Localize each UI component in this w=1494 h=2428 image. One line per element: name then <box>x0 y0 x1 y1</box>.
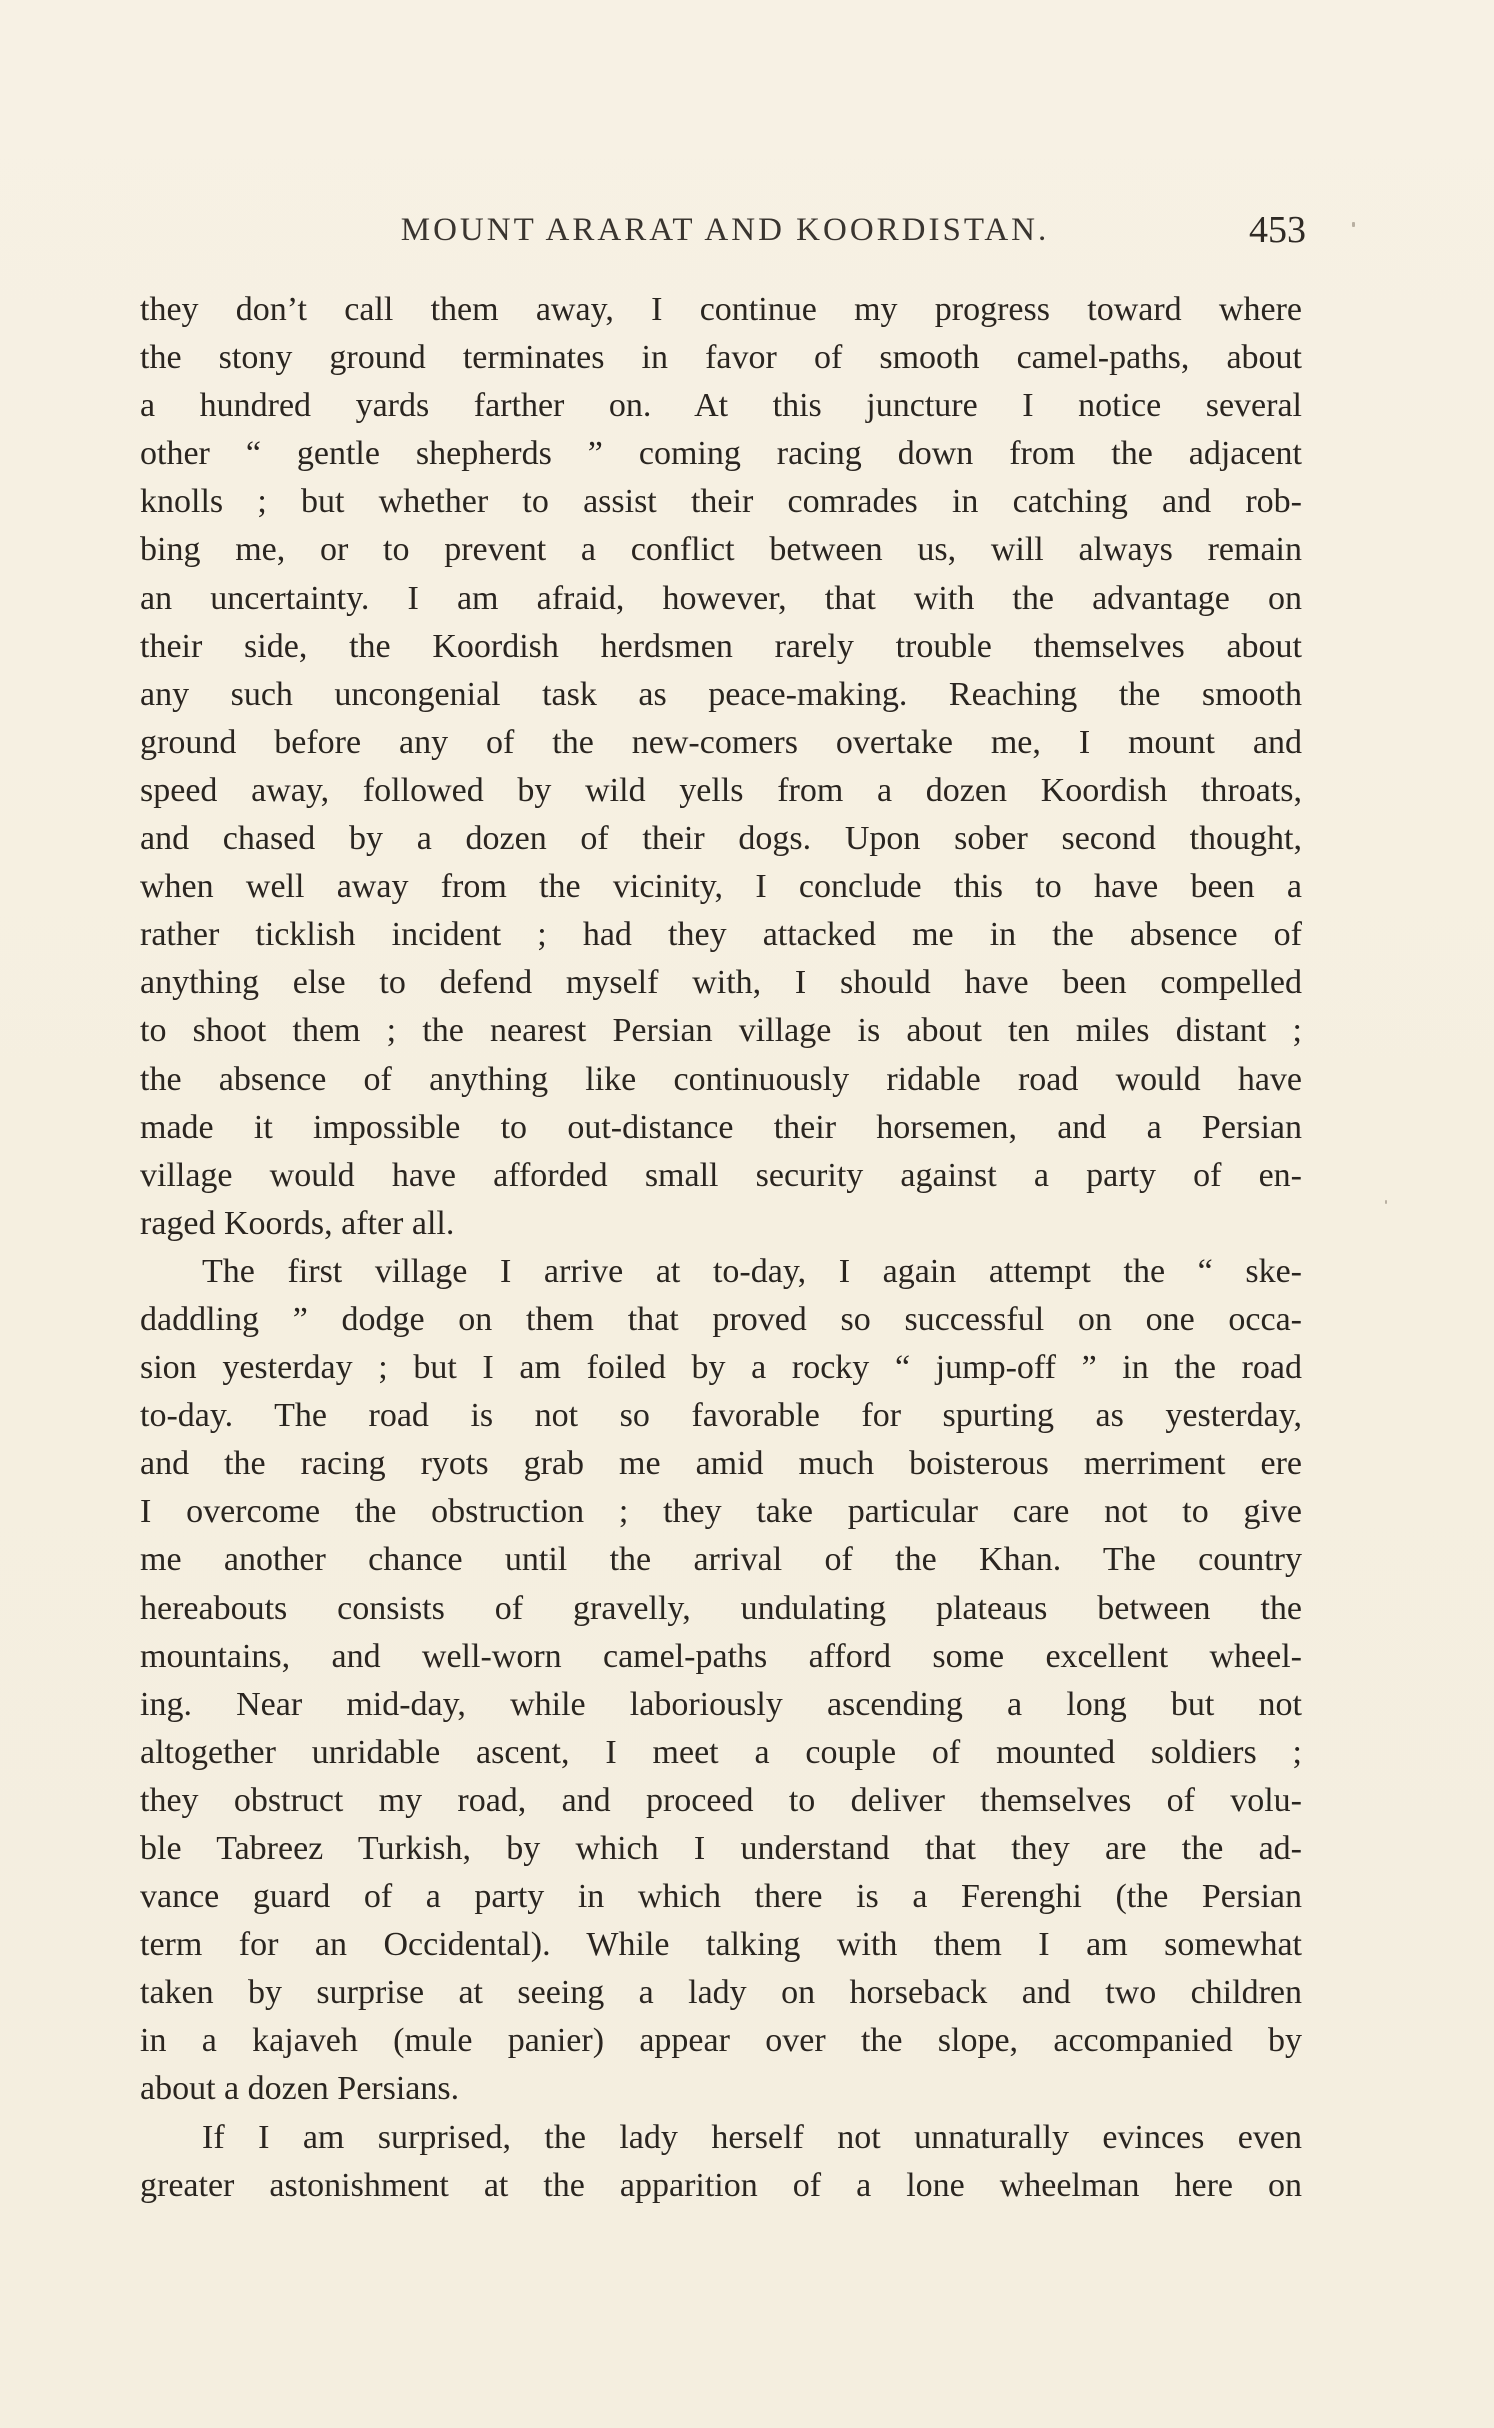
text-line: vance guard of a party in which there is a Ferenghi (the Persian <box>140 1878 1302 1916</box>
text-line: they obstruct my road, and proceed to deliver themselves of volu- <box>140 1781 1302 1819</box>
running-title: MOUNT ARARAT AND KOORDISTAN. <box>400 212 1050 248</box>
paragraph-end-line: raged Koords, after all. <box>140 1204 455 1242</box>
text-line: the absence of anything like continuously ridable road would have <box>140 1060 1302 1098</box>
text-line: I overcome the obstruction ; they take particular care not to give <box>140 1493 1302 1531</box>
text-line: to-day. The road is not so favorable for spurting as yesterday, <box>140 1397 1302 1435</box>
text-line: knolls ; but whether to assist their comrades in catching and rob- <box>140 483 1302 521</box>
running-head <box>140 205 1310 255</box>
text-line: they don’t call them away, I continue my progress toward where <box>140 291 1302 328</box>
text-line: their side, the Koordish herdsmen rarely trouble themselves about <box>140 627 1302 665</box>
text-line: daddling ” dodge on them that proved so successful on one occa- <box>140 1300 1302 1338</box>
text-line: the stony ground terminates in favor of smooth camel-paths, about <box>140 339 1302 377</box>
text-line: speed away, followed by wild yells from a dozen Koordish throats, <box>140 771 1302 809</box>
text-line: term for an Occidental). While talking with them I am somewhat <box>140 1926 1302 1964</box>
text-line: a hundred yards farther on. At this juncture I notice several <box>140 387 1302 425</box>
margin-speck <box>1385 1200 1387 1204</box>
text-line: and chased by a dozen of their dogs. Upon sober second thought, <box>140 820 1302 858</box>
text-line: when well away from the vicinity, I conclude this to have been a <box>140 868 1302 906</box>
text-line: sion yesterday ; but I am foiled by a rocky “ jump-off ” in the road <box>140 1349 1302 1387</box>
text-line: other “ gentle shepherds ” coming racing down from the adjacent <box>140 435 1302 473</box>
text-line: hereabouts consists of gravelly, undulating plateaus between the <box>140 1589 1302 1627</box>
text-line: bing me, or to prevent a conflict between us, will always remain <box>140 531 1302 569</box>
text-line: taken by surprise at seeing a lady on horseback and two children <box>140 1974 1302 2012</box>
text-line: ing. Near mid-day, while laboriously ascending a long but not <box>140 1685 1302 1723</box>
text-line: in a kajaveh (mule panier) appear over the slope, accompanied by <box>140 2022 1302 2060</box>
paragraph-start-line: If I am surprised, the lady herself not unnaturally evinces even <box>202 2118 1302 2156</box>
text-line: me another chance until the arrival of the Khan. The country <box>140 1541 1302 1579</box>
text-line: altogether unridable ascent, I meet a couple of mounted soldiers ; <box>140 1733 1302 1771</box>
text-line: ground before any of the new-comers overtake me, I mount and <box>140 723 1302 761</box>
text-line: an uncertainty. I am afraid, however, that with the advantage on <box>140 579 1302 617</box>
body-text <box>140 286 1302 2210</box>
text-line: any such uncongenial task as peace-making. Reaching the smooth <box>140 675 1302 713</box>
text-line: to shoot them ; the nearest Persian village is about ten miles distant ; <box>140 1012 1302 1050</box>
paragraph-start-line: The first village I arrive at to-day, I again attempt the “ ske- <box>202 1252 1302 1290</box>
margin-speck <box>1352 222 1355 227</box>
text-line: anything else to defend myself with, I should have been compelled <box>140 964 1302 1002</box>
text-line: mountains, and well-worn camel-paths afford some excellent wheel- <box>140 1637 1302 1675</box>
text-line: village would have afforded small security against a party of en- <box>140 1156 1302 1194</box>
text-line: and the racing ryots grab me amid much boisterous merriment ere <box>140 1445 1302 1483</box>
paragraph-end-line: about a dozen Persians. <box>140 2070 460 2108</box>
text-line: rather ticklish incident ; had they attacked me in the absence of <box>140 916 1302 954</box>
page-number: 453 <box>1249 209 1306 251</box>
text-line: ble Tabreez Turkish, by which I understand that they are the ad- <box>140 1830 1302 1867</box>
text-line: made it impossible to out-distance their horsemen, and a Persian <box>140 1108 1302 1146</box>
text-line: greater astonishment at the apparition of a lone wheelman here on <box>140 2166 1302 2204</box>
